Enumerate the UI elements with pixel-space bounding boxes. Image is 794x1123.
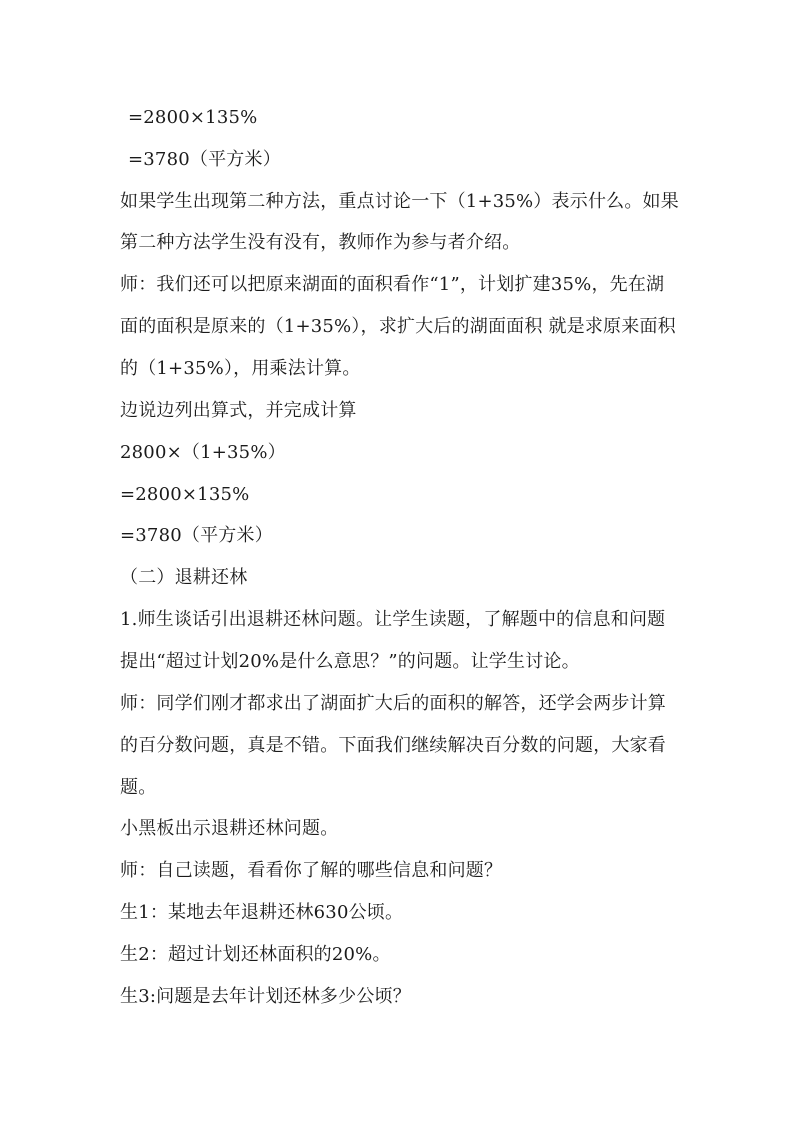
text-line: 小黑板出示退耕还林问题。 (120, 818, 339, 839)
text-line: 生3:问题是去年计划还林多少公顷？ (120, 986, 411, 1007)
text-line: =2800×135% (128, 107, 258, 128)
text-line: 面的面积是原来的（1+35%），求扩大后的湖面面积 就是求原来面积 (120, 316, 676, 337)
section-heading: （二）退耕还林 (120, 567, 248, 588)
text-line: 1.师生谈话引出退耕还林问题。让学生读题，了解题中的信息和问题 (120, 609, 666, 630)
text-line: 第二种方法学生没有没有，教师作为参与者介绍。 (120, 232, 521, 253)
text-line: =2800×135% (120, 484, 250, 505)
text-line: 师：同学们刚才都求出了湖面扩大后的面积的解答，还学会两步计算 (120, 693, 666, 714)
text-line: 提出“超过计划20%是什么意思？”的问题。让学生讨论。 (120, 651, 580, 672)
text-line: 的百分数问题，真是不错。下面我们继续解决百分数的问题，大家看 (120, 735, 666, 756)
text-line: 生1：某地去年退耕还林630公顷。 (120, 902, 404, 923)
text-line: 的（1+35%），用乘法计算。 (120, 358, 361, 379)
text-line: 师：我们还可以把原来湖面的面积看作“1”，计划扩建35%，先在湖 (120, 274, 665, 295)
text-line: =3780（平方米） (128, 149, 281, 170)
text-line: 生2：超过计划还林面积的20%。 (120, 944, 391, 965)
text-line: 题。 (120, 777, 157, 798)
text-line: =3780（平方米） (120, 525, 273, 546)
text-line: 2800×（1+35%） (120, 442, 286, 463)
text-line: 师：自己读题，看看你了解的哪些信息和问题？ (120, 860, 503, 881)
text-line: 边说边列出算式，并完成计算 (120, 400, 357, 421)
text-line: 如果学生出现第二种方法，重点讨论一下（1+35%）表示什么。如果 (120, 191, 679, 212)
